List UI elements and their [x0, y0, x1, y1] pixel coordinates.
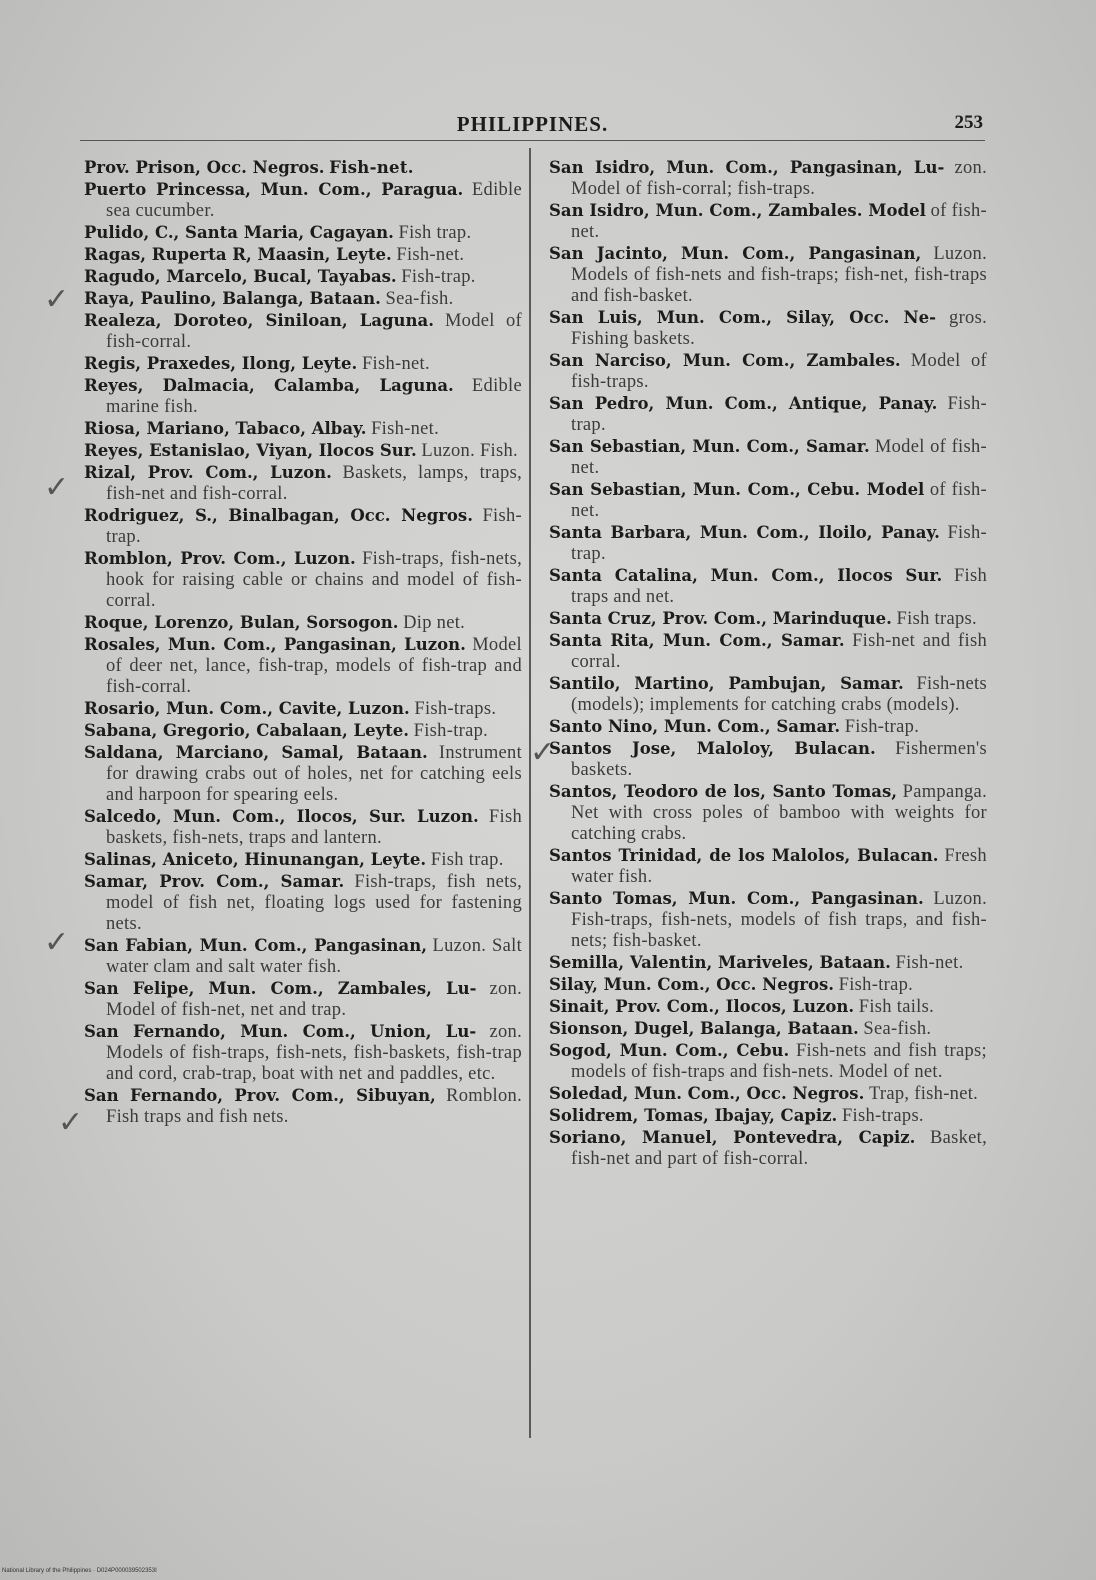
exhibitor-name: Ragudo, Marcelo, Bucal, Tayabas.: [84, 267, 397, 286]
exhibit-description: zon. Model of fish-corral; fish-traps.: [571, 158, 988, 199]
exhibitor-entry: [549, 1018, 987, 1040]
exhibit-description: Edible sea cucumber.: [106, 180, 523, 221]
exhibitor-entry: [84, 440, 522, 462]
exhibitor-name: Romblon, Prov. Com., Luzon.: [84, 549, 356, 568]
exhibit-description: Luzon. Models of fish-nets and fish-traps; fish-net, fish-traps and fish-basket.: [571, 244, 988, 306]
handwritten-check-icon: ✓: [44, 925, 70, 960]
exhibit-description: Instrument for drawing crabs out of holes, net for catching eels and harpoon for spearing eels.: [106, 743, 523, 805]
exhibit-description: Fish-trap.: [413, 721, 489, 741]
left-column: [84, 157, 522, 1128]
exhibit-description: Trap, fish-net.: [868, 1084, 979, 1104]
exhibit-description: Fish traps and net.: [571, 566, 988, 607]
exhibitor-entry: [84, 244, 522, 266]
exhibit-description: Fish tails.: [858, 997, 935, 1017]
exhibitor-name: Samar, Prov. Com., Samar.: [84, 872, 345, 891]
scan-credit: National Library of the Philippines · D024P000039502353I: [2, 1568, 157, 1574]
exhibitor-entry: [549, 716, 987, 738]
exhibitor-name: Santos Trinidad, de los Malolos, Bulacan.: [549, 846, 939, 865]
exhibitor-entry: [84, 849, 522, 871]
exhibitor-name: Semilla, Valentin, Mariveles, Bataan.: [549, 953, 891, 972]
exhibit-description: Luzon. Salt water clam and salt water fish.: [106, 936, 523, 977]
exhibitor-name: Santilo, Martino, Pambujan, Samar.: [549, 674, 904, 693]
exhibitor-name: San Fabian, Mun. Com., Pangasinan,: [84, 936, 427, 955]
column-divider: [529, 148, 531, 1438]
exhibit-description: Fresh water fish.: [571, 846, 987, 887]
exhibitor-entry: [549, 522, 987, 565]
exhibit-description: Fish-trap.: [571, 523, 987, 564]
exhibitor-name: Raya, Paulino, Balanga, Bataan.: [84, 289, 381, 308]
exhibit-description: Fish-traps, fish-nets, hook for raising cable or chains and model of fish-corral.: [106, 549, 523, 611]
exhibitor-entry: [549, 1083, 987, 1105]
handwritten-check-icon: ✓: [58, 1105, 84, 1140]
exhibitor-name: San Sebastian, Mun. Com., Samar.: [549, 437, 870, 456]
exhibit-description: Basket, fish-net and part of fish-corral.: [571, 1128, 988, 1169]
exhibitor-name: Rosario, Mun. Com., Cavite, Luzon.: [84, 699, 410, 718]
exhibitor-name: San Jacinto, Mun. Com., Pangasinan,: [549, 244, 922, 263]
exhibitor-entry: [84, 871, 522, 935]
exhibitor-name: San Isidro, Mun. Com., Zambales. Model: [549, 201, 926, 220]
exhibitor-entry: [549, 1105, 987, 1127]
exhibit-description: Edible marine fish.: [106, 376, 523, 417]
exhibitor-entry: [84, 375, 522, 418]
exhibit-description: Fish baskets, fish-nets, traps and lantern.: [106, 807, 522, 848]
exhibitor-entry: [549, 996, 987, 1018]
exhibitor-entry: [549, 952, 987, 974]
exhibitor-name: Salcedo, Mun. Com., Ilocos, Sur. Luzon.: [84, 807, 479, 826]
exhibitor-name: San Fernando, Mun. Com., Union, Lu-: [84, 1022, 477, 1041]
exhibitor-name: Santos, Teodoro de los, Santo Tomas,: [549, 782, 898, 801]
exhibitor-entry: [549, 350, 987, 393]
exhibitor-name: Roque, Lorenzo, Bulan, Sorsogon.: [84, 613, 399, 632]
exhibitor-entry: [549, 307, 987, 350]
exhibitor-name: San Sebastian, Mun. Com., Cebu. Model: [549, 480, 925, 499]
exhibitor-entry: [549, 673, 987, 716]
exhibit-description: Fish trap.: [430, 850, 504, 870]
exhibitor-entry: [84, 978, 522, 1021]
exhibitor-name: Rodriguez, S., Binalbagan, Occ. Negros.: [84, 506, 473, 525]
exhibitor-entry: [549, 565, 987, 608]
exhibit-description: Fish-traps.: [414, 699, 497, 719]
exhibitor-entry: [84, 310, 522, 353]
exhibit-description: zon. Model of fish-net, net and trap.: [106, 979, 522, 1020]
exhibit-description: Fish-traps, fish nets, model of fish net, floating logs used for fastening nets.: [106, 872, 523, 934]
exhibitor-name: Salinas, Aniceto, Hinunangan, Leyte.: [84, 850, 427, 869]
exhibitor-entry: [84, 288, 522, 310]
exhibitor-name: Prov. Prison, Occ. Negros.: [84, 158, 325, 177]
exhibitor-entry: [84, 935, 522, 978]
exhibit-description: Dip net.: [403, 613, 466, 633]
exhibitor-name: Sabana, Gregorio, Cabalaan, Leyte.: [84, 721, 410, 740]
exhibit-description: Fish-nets and fish traps; models of fish-traps and fish-nets. Model of net.: [571, 1041, 987, 1082]
exhibitor-name: Sionson, Dugel, Balanga, Bataan.: [549, 1019, 859, 1038]
exhibitor-name: Santo Tomas, Mun. Com., Pangasinan.: [549, 889, 924, 908]
exhibit-description: Fish-net.: [361, 354, 430, 374]
exhibitor-entry: [549, 243, 987, 307]
exhibit-description: of fish-net.: [571, 201, 987, 242]
exhibit-description: Luzon. Fish-traps, fish-nets, models of fish traps, and fish-nets; fish-basket.: [571, 889, 988, 951]
exhibit-description: gros. Fishing baskets.: [571, 308, 988, 349]
exhibitor-entry: [84, 1085, 522, 1128]
exhibit-description: Fish-trap.: [838, 975, 914, 995]
exhibit-description: Fish-trap.: [844, 717, 920, 737]
exhibitor-name: Solidrem, Tomas, Ibajay, Capiz.: [549, 1106, 838, 1125]
exhibit-description: Fish-net.: [329, 158, 414, 177]
page-header: [80, 108, 985, 141]
exhibitor-name: Regis, Praxedes, Ilong, Leyte.: [84, 354, 358, 373]
exhibitor-name: Santa Catalina, Mun. Com., Ilocos Sur.: [549, 566, 943, 585]
exhibit-description: Fish-trap.: [401, 267, 476, 287]
exhibitor-name: Rizal, Prov. Com., Luzon.: [84, 463, 332, 482]
exhibitor-name: Rosales, Mun. Com., Pangasinan, Luzon.: [84, 635, 466, 654]
exhibit-description: Fish-trap.: [571, 394, 987, 435]
exhibitor-entry: [84, 505, 522, 548]
exhibitor-name: Santa Cruz, Prov. Com., Marinduque.: [549, 609, 892, 628]
exhibitor-name: Ragas, Ruperta R, Maasin, Leyte.: [84, 245, 392, 264]
exhibit-description: Model of fish-traps.: [571, 351, 987, 392]
handwritten-check-icon: ✓: [44, 470, 70, 505]
exhibitor-name: Saldana, Marciano, Samal, Bataan.: [84, 743, 428, 762]
exhibitor-entry: [84, 806, 522, 849]
exhibit-description: Fish-net.: [396, 245, 465, 265]
handwritten-check-icon: ✓: [44, 282, 70, 317]
exhibit-description: Fish-traps.: [841, 1106, 924, 1126]
exhibitor-name: Sinait, Prov. Com., Ilocos, Luzon.: [549, 997, 855, 1016]
exhibit-description: Sea-fish.: [863, 1019, 932, 1039]
exhibitor-name: San Luis, Mun. Com., Silay, Occ. Ne-: [549, 308, 936, 327]
exhibitor-entry: [549, 781, 987, 845]
handwritten-check-icon: ✓: [530, 735, 556, 770]
exhibit-description: Fishermen's baskets.: [571, 739, 988, 780]
exhibitor-entry: [549, 845, 987, 888]
exhibitor-name: San Fernando, Prov. Com., Sibuyan,: [84, 1086, 436, 1105]
exhibitor-name: Riosa, Mariano, Tabaco, Albay.: [84, 419, 367, 438]
exhibitor-entry: [84, 462, 522, 505]
exhibitor-name: Reyes, Dalmacia, Calamba, Laguna.: [84, 376, 454, 395]
exhibitor-entry: [84, 179, 522, 222]
exhibit-description: Model of deer net, lance, fish-trap, models of fish-trap and fish-corral.: [106, 635, 522, 697]
exhibit-description: zon. Models of fish-traps, fish-nets, fish-baskets, fish-trap and cord, crab-trap, boat with net and paddles, etc.: [106, 1022, 523, 1084]
exhibitor-entry: [549, 479, 987, 522]
exhibitor-entry: [84, 720, 522, 742]
exhibit-description: Model of fish-corral.: [106, 311, 522, 352]
exhibit-description: Baskets, lamps, traps, fish-net and fish-corral.: [106, 463, 522, 504]
exhibitor-entry: [549, 436, 987, 479]
exhibitor-name: Realeza, Doroteo, Siniloan, Laguna.: [84, 311, 434, 330]
exhibitor-entry: [549, 393, 987, 436]
exhibit-description: Pampanga. Net with cross poles of bamboo with weights for catching crabs.: [571, 782, 987, 844]
exhibitor-name: Puerto Princessa, Mun. Com., Paragua.: [84, 180, 464, 199]
exhibitor-entry: [84, 548, 522, 612]
exhibit-description: Luzon. Fish.: [421, 441, 518, 461]
exhibitor-entry: [84, 157, 522, 179]
exhibitor-name: Sogod, Mun. Com., Cebu.: [549, 1041, 790, 1060]
exhibitor-entry: [549, 200, 987, 243]
exhibitor-entry: [84, 698, 522, 720]
exhibitor-entry: [84, 1021, 522, 1085]
exhibitor-name: Soledad, Mun. Com., Occ. Negros.: [549, 1084, 865, 1103]
exhibit-description: of fish-net.: [571, 480, 987, 521]
exhibit-description: Model of fish-net.: [571, 437, 988, 478]
exhibit-description: Fish-net.: [895, 953, 964, 973]
exhibit-description: Romblon. Fish traps and fish nets.: [106, 1086, 523, 1127]
exhibitor-entry: [549, 608, 987, 630]
exhibitor-name: Santo Nino, Mun. Com., Samar.: [549, 717, 841, 736]
page-number: 253: [954, 112, 983, 133]
exhibitor-entry: [549, 1040, 987, 1083]
exhibitor-entry: [549, 974, 987, 996]
exhibit-description: Fish-net.: [371, 419, 440, 439]
exhibitor-name: San Felipe, Mun. Com., Zambales, Lu-: [84, 979, 477, 998]
exhibit-description: Fish traps.: [896, 609, 977, 629]
exhibitor-entry: [84, 612, 522, 634]
exhibitor-name: Soriano, Manuel, Pontevedra, Capiz.: [549, 1128, 916, 1147]
exhibitor-name: San Pedro, Mun. Com., Antique, Panay.: [549, 394, 938, 413]
exhibit-description: Sea-fish.: [385, 289, 454, 309]
exhibit-description: Fish-trap.: [106, 506, 523, 547]
exhibitor-name: San Isidro, Mun. Com., Pangasinan, Lu-: [549, 158, 945, 177]
exhibitor-entry: [549, 630, 987, 673]
exhibitor-entry: [549, 157, 987, 200]
exhibitor-entry: [84, 353, 522, 375]
exhibitor-entry: [549, 888, 987, 952]
page-title: PHILIPPINES.: [456, 112, 609, 136]
exhibitor-entry: [84, 418, 522, 440]
exhibit-description: Fish trap.: [398, 223, 472, 243]
exhibitor-name: Santa Rita, Mun. Com., Samar.: [549, 631, 845, 650]
exhibitor-name: Reyes, Estanislao, Viyan, Ilocos Sur.: [84, 441, 417, 460]
exhibitor-entry: [84, 266, 522, 288]
right-column: [549, 157, 987, 1170]
exhibit-description: Fish-nets (models); implements for catching crabs (models).: [571, 674, 987, 715]
exhibitor-entry: [549, 738, 987, 781]
exhibit-description: Fish-net and fish corral.: [571, 631, 988, 672]
exhibitor-entry: [84, 742, 522, 806]
exhibitor-name: Santa Barbara, Mun. Com., Iloilo, Panay.: [549, 523, 940, 542]
exhibitor-entry: [84, 634, 522, 698]
exhibitor-entry: [549, 1127, 987, 1170]
exhibitor-name: San Narciso, Mun. Com., Zambales.: [549, 351, 901, 370]
exhibitor-entry: [84, 222, 522, 244]
exhibitor-name: Silay, Mun. Com., Occ. Negros.: [549, 975, 835, 994]
exhibitor-name: Santos Jose, Maloloy, Bulacan.: [549, 739, 876, 758]
exhibitor-name: Pulido, C., Santa Maria, Cagayan.: [84, 223, 394, 242]
